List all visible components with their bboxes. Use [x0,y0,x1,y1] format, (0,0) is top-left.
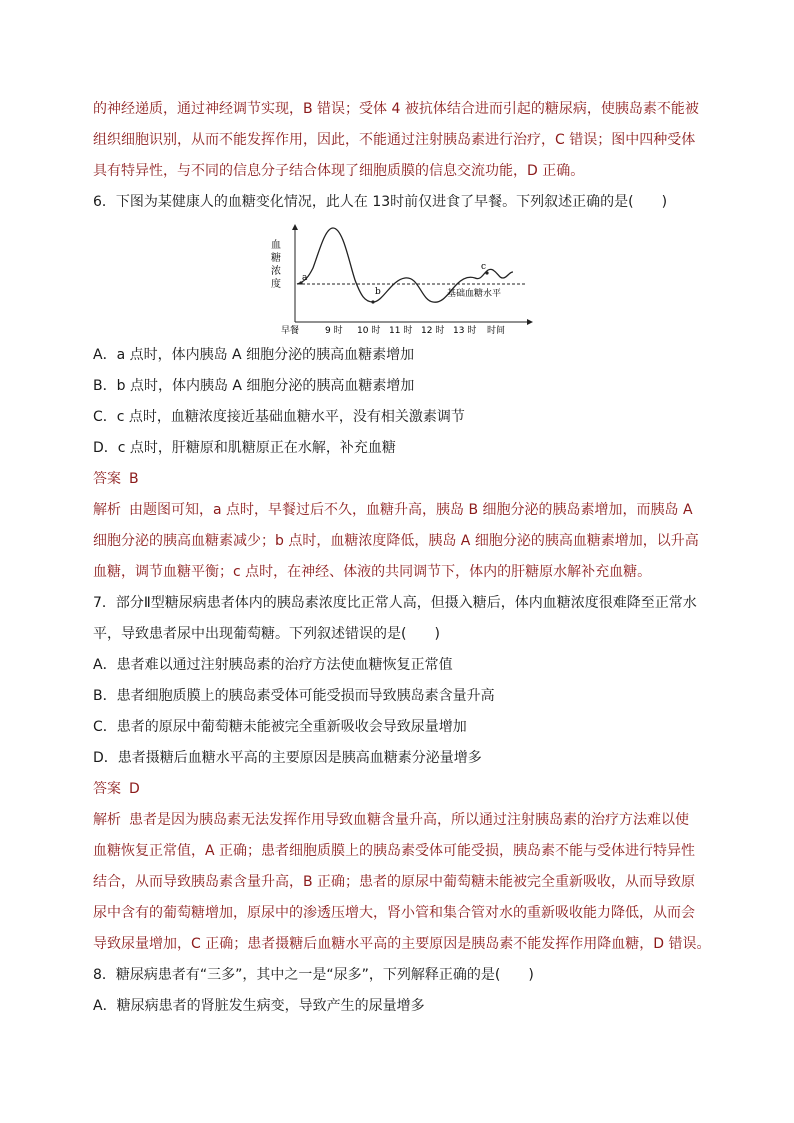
y-label-char: 度 [271,279,281,290]
x-tick-label: 早餐 [281,326,300,336]
option-b: B．b 点时，体内胰岛 A 细胞分泌的胰高血糖素增加 [93,378,415,394]
x-tick-label: 11 时 [389,326,413,336]
option-c: C．患者的原尿中葡萄糖未能被完全重新吸收会导致尿量增加 [93,719,467,735]
option-a: A．糖尿病患者的肾脏发生病变，导致产生的尿量增多 [93,998,425,1014]
y-label-char: 浓 [271,266,281,277]
option-d: D．c 点时，肝糖原和肌糖原正在水解，补充血糖 [93,440,396,456]
explanation-line: 组织细胞识别，从而不能发挥作用，因此，不能通过注射胰岛素进行治疗，C 错误；图中四种受体 [93,132,696,148]
analysis-line: 导致尿量增加，C 正确；患者摄糖后血糖水平高的主要原因是胰岛素不能发挥作用降血糖，D 错误。 [93,936,711,952]
option-a: A．患者难以通过注射胰岛素的治疗方法使血糖恢复正常值 [93,657,453,673]
y-label-char: 糖 [271,253,281,264]
option-d: D．患者摄糖后血糖水平高的主要原因是胰高血糖素分泌量增多 [93,750,482,766]
analysis-line [93,805,705,836]
answer-value: D [129,781,140,797]
question-stem: 8．糖尿病患者有“三多”，其中之一是“尿多”，下列解释正确的是( ) [93,967,534,983]
explanation-line: 具有特异性，与不同的信息分子结合体现了细胞质膜的信息交流功能，D 正确。 [93,163,585,179]
document-page [93,94,711,1022]
question-7 [93,588,711,960]
question-stem: 6．下图为某健康人的血糖变化情况，此人在 13时前仅进食了早餐。下列叙述正确的是( ) [93,194,668,210]
y-label-char: 血 [271,240,281,251]
question-6 [93,187,705,588]
analysis-text: 患者是因为胰岛素无法发挥作用导致血糖含量升高，所以通过注射胰岛素的治疗方法难以使 [129,812,689,828]
analysis-line: 血糖恢复正常值，A 正确；患者细胞质膜上的胰岛素受体可能受损，胰岛素不能与受体进行特异性 [93,843,696,859]
analysis-line: 结合，从而导致胰岛素含量升高，B 正确；患者的原尿中葡萄糖未能被完全重新吸收，从而导致原 [93,874,696,890]
question-8 [93,960,705,1022]
analysis-line: 细胞分泌的胰高血糖素减少；b 点时，血糖浓度降低，胰岛 A 细胞分泌的胰高血糖素增加，以升高 [93,533,699,549]
option-b: B．患者细胞质膜上的胰岛素受体可能受损而导致胰岛素含量升高 [93,688,495,704]
blood-glucose-figure [93,218,705,340]
analysis-label: 解析 [93,502,121,518]
analysis-line [93,495,705,526]
x-tick-label: 13 时 [453,326,477,336]
baseline-label: 基础血糖水平 [447,289,502,299]
answer-value: B [129,471,139,487]
question-stem: 平，导致患者尿中出现葡萄糖。下列叙述错误的是( ) [93,626,440,642]
explanation-line: 的神经递质，通过神经调节实现，B 错误；受体 4 被抗体结合进而引起的糖尿病，使胰岛素不能被 [93,101,699,117]
answer-line [93,464,705,495]
x-tick-label: 10 时 [357,326,381,336]
point-c-label: c [481,262,487,272]
option-c: C．c 点时，血糖浓度接近基础血糖水平，没有相关激素调节 [93,409,465,425]
answer-label: 答案 [93,781,121,797]
question-stem: 7．部分Ⅱ型糖尿病患者体内的胰岛素浓度比正常人高，但摄入糖后，体内血糖浓度很难降至正常水 [93,595,697,611]
x-tick-label: 9 时 [325,326,343,336]
analysis-label: 解析 [93,812,121,828]
answer-label: 答案 [93,471,121,487]
analysis-line: 血糖，调节血糖平衡；c 点时，在神经、体液的共同调节下，体内的肝糖原水解补充血糖。 [93,564,652,580]
analysis-line: 尿中含有的葡萄糖增加，原尿中的渗透压增大，肾小管和集合管对水的重新吸收能力降低，从而会 [93,905,695,921]
point-b-marker [371,300,374,303]
point-a-label: a [302,273,308,283]
x-tick-label: 12 时 [421,326,445,336]
option-a: A．a 点时，体内胰岛 A 细胞分泌的胰高血糖素增加 [93,347,415,363]
answer-line [93,774,705,805]
blood-glucose-diagram [271,222,537,336]
x-axis-arrow [527,319,533,325]
analysis-text: 由题图可知，a 点时，早餐过后不久，血糖升高，胰岛 B 细胞分泌的胰岛素增加，而胰岛 A [129,502,693,518]
y-axis-arrow [292,224,298,230]
intro-explanation [93,94,705,187]
x-axis-label: 时间 [487,326,506,336]
point-b-label: b [375,287,381,297]
